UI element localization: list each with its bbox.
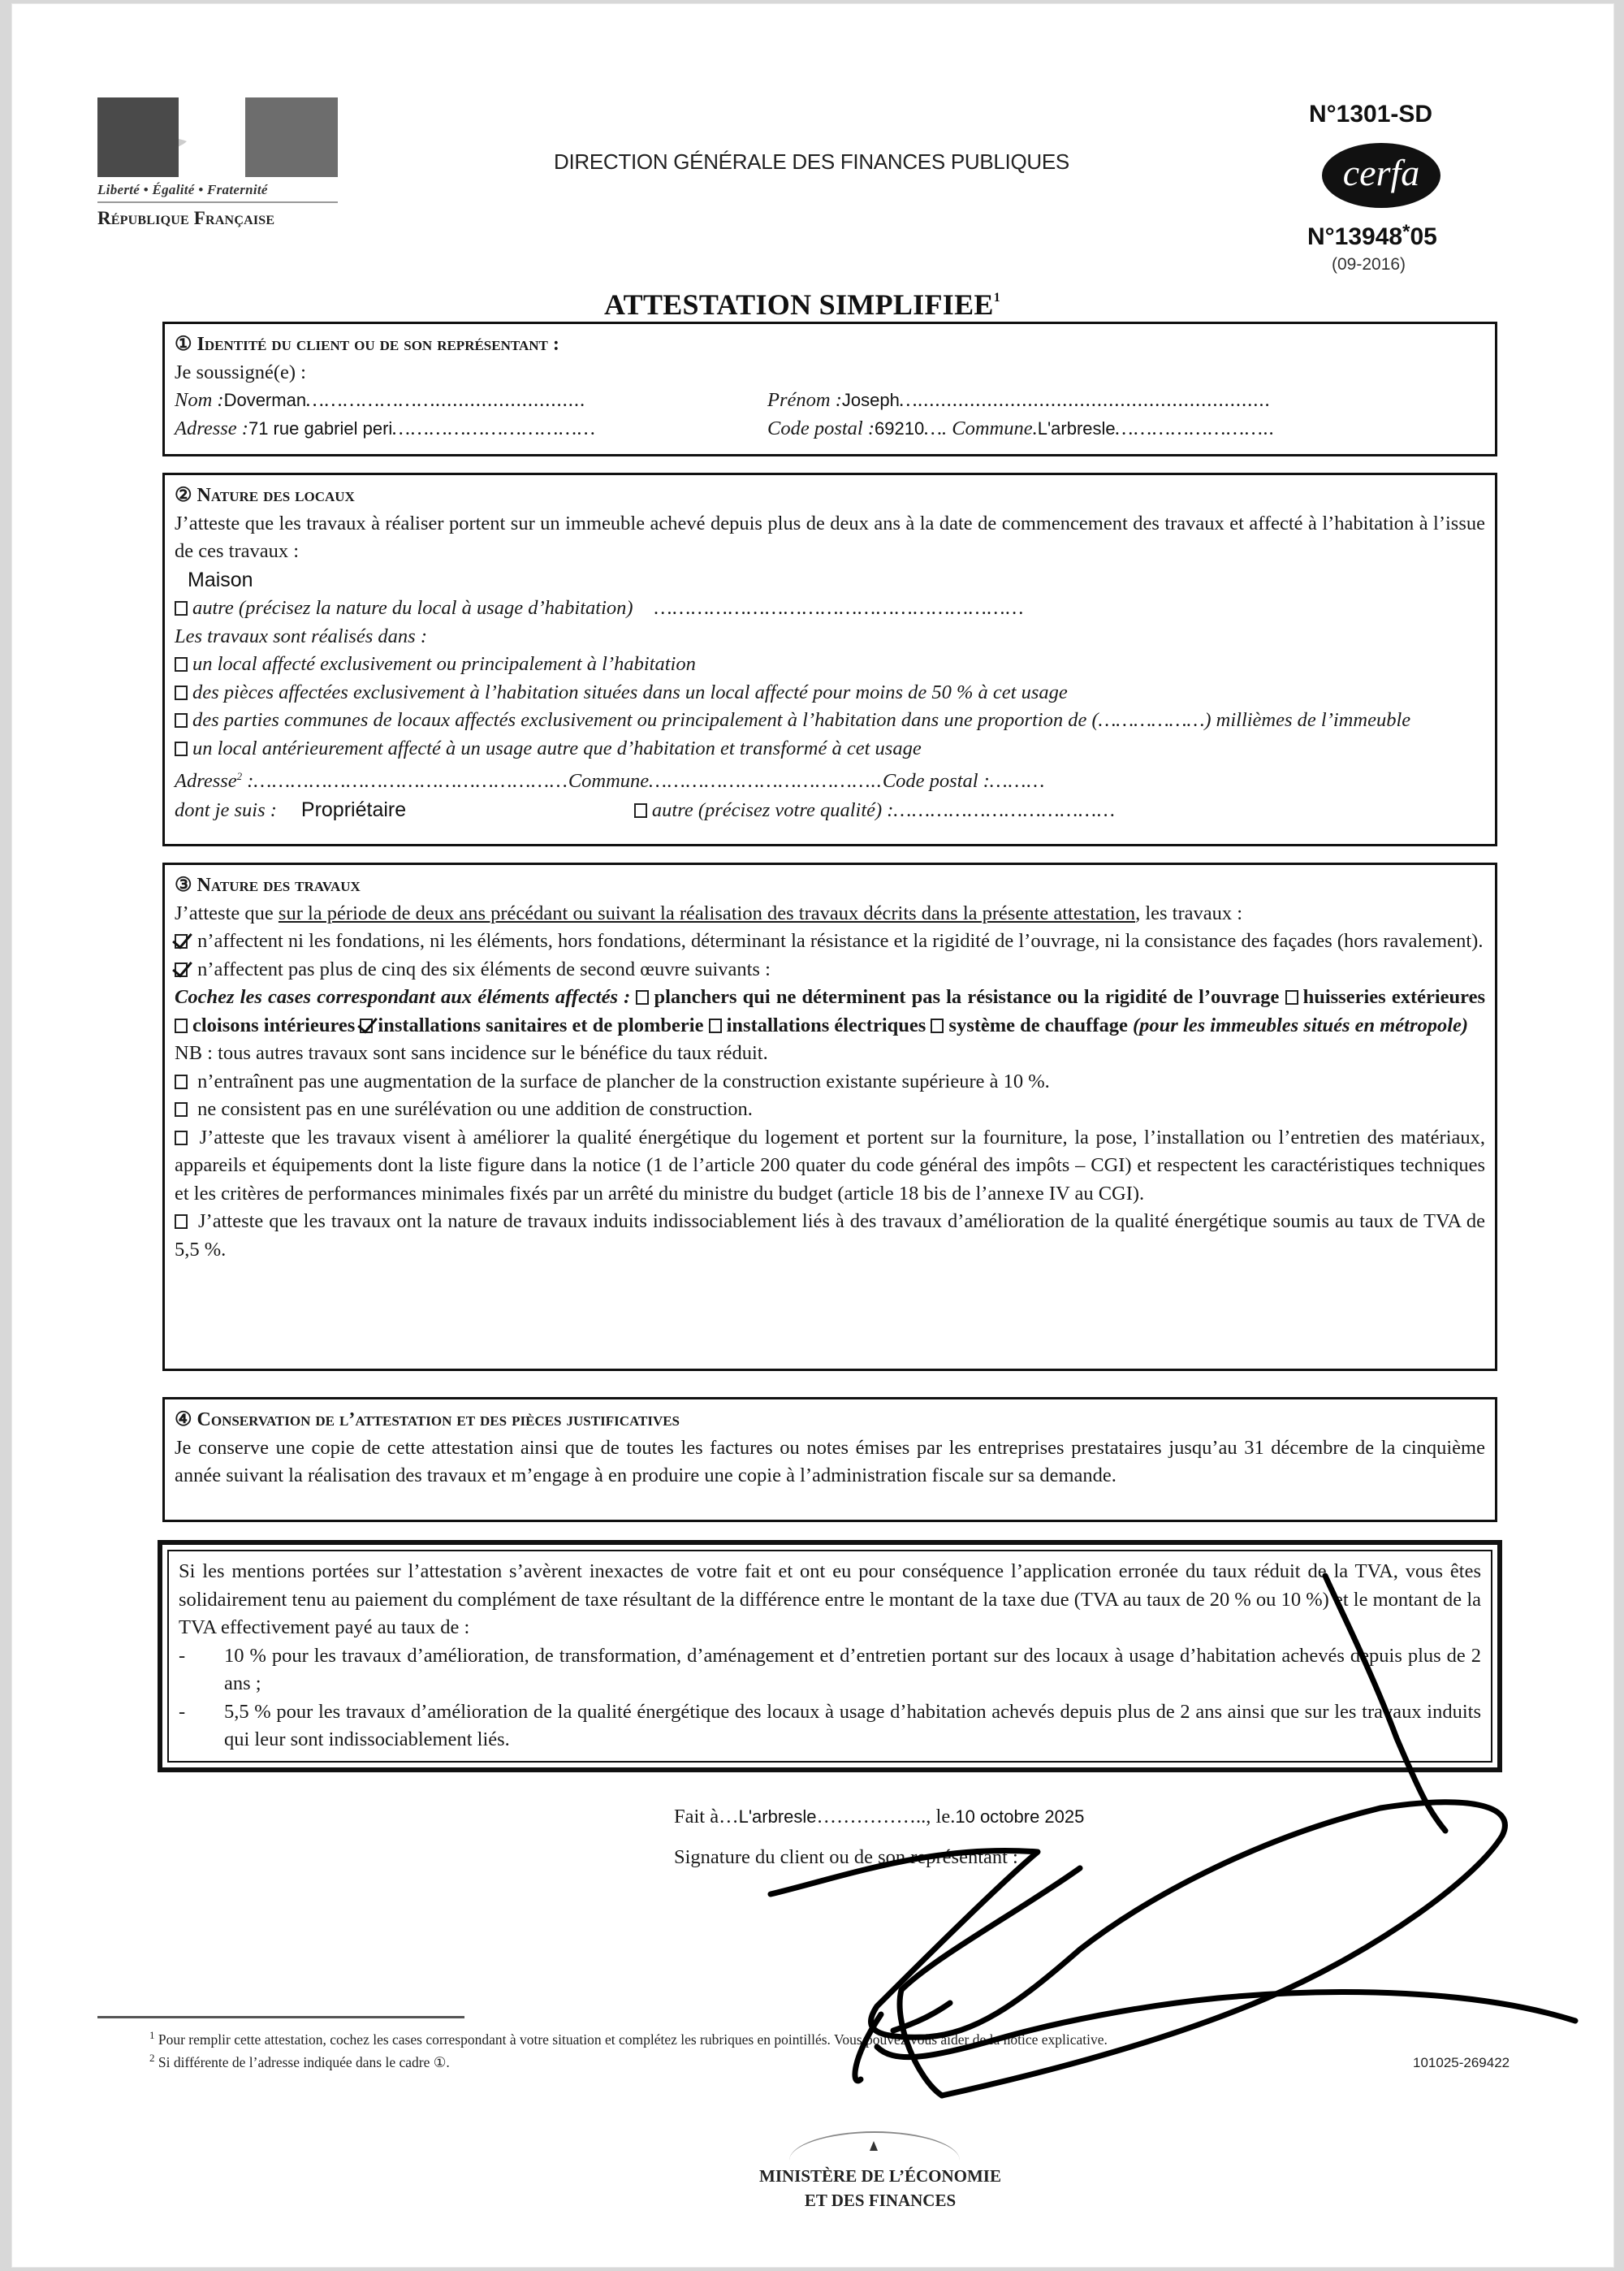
- document-title: [604, 288, 1000, 322]
- title-footnote-ref: 1: [993, 291, 1001, 305]
- item-label: J’atteste que les travaux ont la nature de travaux induits indissociablement liés à des travaux d’amélioration de la qualité énergétique soumis au taux de TVA de 5,5 %.: [175, 1210, 1485, 1261]
- checkbox-autre-qualite[interactable]: [634, 803, 647, 818]
- qualite-label: dont je suis :: [175, 798, 277, 821]
- qualite-value[interactable]: Propriétaire: [300, 798, 407, 821]
- footnote-text: Pour remplir cette attestation, cochez les cases correspondant à votre situation et complétez les rubriques en pointillés. Vous pouvez vous aider de la notice explicative.: [158, 2031, 1108, 2048]
- local-type-field[interactable]: [175, 566, 1485, 595]
- adresse-field[interactable]: Adresse :71 rue gabriel peri……………………………: [175, 417, 596, 439]
- section-nature-travaux: [162, 863, 1497, 1371]
- cerfa-logo: [1322, 143, 1440, 208]
- elements-list: [175, 984, 1485, 1040]
- checkbox-huisseries[interactable]: [1285, 990, 1298, 1005]
- name-row: [175, 387, 1485, 415]
- ministry-emblem-icon: [870, 2141, 878, 2151]
- local-type-value[interactable]: Maison: [188, 568, 253, 591]
- nom-label: Nom :: [175, 389, 224, 411]
- footnote-1: [149, 2029, 1108, 2048]
- option-autre-nature[interactable]: autre (précisez la nature du local à usage d’habitation) ……………………………………………………: [175, 595, 1485, 623]
- date-value[interactable]: 10 octobre 2025: [955, 1806, 1085, 1827]
- ministry-line-1: MINISTÈRE DE L’ÉCONOMIE: [759, 2166, 1001, 2186]
- option-pieces-habitation[interactable]: [175, 679, 1485, 707]
- checkbox-sanitaires[interactable]: [360, 1019, 373, 1033]
- document-page: [11, 3, 1614, 2268]
- adresse-footnote-ref: 2: [236, 770, 243, 782]
- cerfa-date: (09-2016): [1332, 255, 1406, 274]
- element-label: huisseries extérieures: [1302, 986, 1486, 1008]
- option-label: des pièces affectées exclusivement à l’habitation situées dans un local affecté pour moins de 50 % à cet usage: [192, 681, 1068, 703]
- item-qualite-energetique[interactable]: [175, 1124, 1485, 1209]
- le-label: le: [935, 1806, 951, 1828]
- checkbox-travaux-induits[interactable]: [175, 1214, 188, 1229]
- section-heading: ① Identité du client ou de son représentant :: [175, 334, 559, 355]
- codepostal-commune-field[interactable]: Code postal :69210…. Commune.L'arbresle……………………..: [767, 417, 1276, 439]
- ministry-name: [718, 2164, 1043, 2213]
- logo-country: République Française: [97, 208, 275, 228]
- nb-text: NB : tous autres travaux sont sans incidence sur le bénéfice du taux réduit.: [175, 1042, 768, 1064]
- ministry-line-2: ET DES FINANCES: [804, 2191, 957, 2210]
- option-local-habitation[interactable]: [175, 651, 1485, 679]
- logo-divider: [97, 201, 338, 203]
- footnote-divider: [97, 2016, 464, 2018]
- warning-text: Si les mentions portées sur l’attestation s’avèrent inexactes de votre fait et ont eu pour conséquence l’application erronée du taux réduit de la TVA, vous êtes solidairement tenu au paiement du complément de taxe résultant de la différence entre le montant de la taxe due (TVA au taux de 20 % ou 10 %) et le montant de la TVA effectivement payé au taux de :: [179, 1560, 1481, 1638]
- cerfa-star: *: [1402, 221, 1410, 243]
- prenom-field[interactable]: Prénom :Joseph….............................................................: [767, 389, 1272, 411]
- intro-text: [175, 900, 1485, 928]
- item-label: n’entraînent pas une augmentation de la surface de plancher de la construction existante supérieure à 10 %.: [197, 1070, 1050, 1092]
- warning-box: [158, 1540, 1502, 1772]
- item-surelevation[interactable]: [175, 1096, 1485, 1124]
- item-label: n’affectent ni les fondations, ni les éléments, hors fondations, déterminant la résistance et la rigidité de l’ouvrage, ni la consistance des façades (hors ravalement).: [197, 930, 1484, 952]
- checkbox-pieces-habitation[interactable]: [175, 686, 188, 700]
- option-parties-communes[interactable]: [175, 707, 1485, 735]
- checkbox-qualite-energetique[interactable]: [175, 1131, 188, 1145]
- option-label: un local affecté exclusivement ou principalement à l’habitation: [192, 653, 696, 675]
- section-heading: ④ Conservation de l’attestation et des pièces justificatives: [175, 1409, 680, 1430]
- item-label: n’affectent pas plus de cinq des six éléments de second œuvre suivants :: [197, 958, 771, 980]
- code-postal-label: Code postal :: [882, 770, 990, 793]
- section-identity: [162, 322, 1497, 456]
- checkbox-chauffage[interactable]: [931, 1019, 944, 1033]
- conservation-text: Je conserve une copie de cette attestation ainsi que de toutes les factures ou notes émises par les entreprises prestataires jusqu’au 31 décembre de la cinquième année suivant la réalisation des travaux et m’engage à en produire une copie à l’administration fiscale sur sa demande.: [175, 1436, 1485, 1486]
- element-note: (pour les immeubles situés en métropole): [1133, 1014, 1469, 1036]
- intro-text: Je soussigné(e) :: [175, 361, 306, 383]
- section-heading: ③ Nature des travaux: [175, 875, 361, 896]
- realises-label: Les travaux sont réalisés dans :: [175, 625, 427, 647]
- logo-motto: Liberté • Égalité • Fraternité: [97, 182, 268, 197]
- bullet-text: 5,5 % pour les travaux d’amélioration de la qualité énergétique des locaux à usage d’habitation achevés depuis plus de 2 ans ainsi que sur les travaux induits qui leur sont indissociablement liés.: [224, 1700, 1481, 1750]
- footnote-num: 2: [149, 2052, 155, 2064]
- address-row: [175, 415, 1485, 443]
- fait-a-label: Fait à: [674, 1806, 719, 1828]
- option-label: autre (précisez la nature du local à usage d’habitation): [192, 597, 633, 619]
- element-label: installations électriques: [726, 1014, 926, 1036]
- logo-red-band: [245, 97, 338, 177]
- checkbox-surface[interactable]: [175, 1075, 188, 1089]
- element-label: installations sanitaires et de plomberie: [378, 1014, 704, 1036]
- checkbox-parties-communes[interactable]: [175, 713, 188, 728]
- prenom-label: Prénom :: [767, 389, 842, 411]
- element-label: système de chauffage: [948, 1014, 1128, 1036]
- commune-label: Commune: [952, 417, 1033, 439]
- travaux-address-row[interactable]: Adresse$^2$ :……………………………………………Commune………………………………..Code postal :………: [175, 770, 1046, 793]
- bullet-marker: -: [179, 1644, 186, 1667]
- adresse-label: Adresse: [175, 770, 237, 793]
- nom-value[interactable]: Doverman: [223, 390, 307, 410]
- element-label: cloisons intérieures: [192, 1014, 356, 1036]
- item-fondations[interactable]: [175, 928, 1485, 956]
- logo-blue-band: [97, 97, 184, 177]
- checkbox-surelevation[interactable]: [175, 1102, 188, 1117]
- autre-qualite-label: autre (précisez votre qualité) :: [651, 798, 894, 821]
- option-label: des parties communes de locaux affectés exclusivement ou principalement à l’habitation dans une proportion de (………………) millièmes de l’immeuble: [192, 709, 1411, 731]
- checkbox-second-oeuvre[interactable]: [175, 962, 188, 977]
- section-conservation: [162, 1397, 1497, 1522]
- cerfa-label: cerfa: [1342, 152, 1420, 193]
- intro-post: , les travaux :: [1135, 902, 1243, 924]
- item-second-oeuvre[interactable]: [175, 956, 1485, 984]
- signature-label: Signature du client ou de son représentant :: [674, 1846, 1018, 1868]
- code-postal-label: Code postal :: [767, 417, 875, 439]
- adresse-value[interactable]: 71 rue gabriel peri: [248, 417, 393, 439]
- item-travaux-induits[interactable]: [175, 1208, 1485, 1264]
- warning-bullet: [179, 1698, 1481, 1754]
- cerfa-number: [1307, 221, 1437, 251]
- fait-a-value[interactable]: L'arbresle: [738, 1806, 817, 1827]
- signature-area: [674, 1797, 1084, 1878]
- cerfa-number-main: N°13948: [1307, 223, 1403, 250]
- republique-francaise-logo: [97, 97, 338, 244]
- intro-text: J’atteste que les travaux à réaliser portent sur un immeuble achevé depuis plus de deux ans à la date de commencement des travaux et affecté à l’habitation à l’issue de ces travaux :: [175, 512, 1485, 562]
- checkbox-electriques[interactable]: [709, 1019, 722, 1033]
- fait-a-row: Fait à…L'arbresle…………….., le.10 octobre 2025: [674, 1806, 1085, 1828]
- checkbox-planchers[interactable]: [636, 990, 649, 1005]
- commune-label: Commune: [568, 770, 650, 793]
- checkbox-local-transforme[interactable]: [175, 742, 188, 756]
- section-heading: ② Nature des locaux: [175, 485, 355, 506]
- checkbox-fondations[interactable]: [175, 934, 188, 949]
- cerfa-version: 05: [1410, 223, 1437, 250]
- element-label: planchers qui ne déterminent pas la résistance ou la rigidité de l’ouvrage: [654, 986, 1280, 1008]
- bullet-marker: -: [179, 1700, 186, 1723]
- adresse-label: Adresse :: [175, 417, 248, 439]
- agency-name: DIRECTION GÉNÉRALE DES FINANCES PUBLIQUES: [554, 149, 1069, 174]
- intro-underlined: sur la période de deux ans précédant ou suivant la réalisation des travaux décrits dans la présente attestation: [278, 902, 1136, 924]
- elements-label: Cochez les cases correspondant aux éléments affectés :: [175, 986, 631, 1008]
- footnote-2: [149, 2052, 450, 2071]
- title-text: ATTESTATION SIMPLIFIEE: [604, 288, 994, 321]
- checkbox-local-habitation[interactable]: [175, 657, 188, 672]
- checkbox-cloisons[interactable]: [175, 1019, 188, 1033]
- intro-pre: J’atteste que: [175, 902, 279, 924]
- nom-field[interactable]: Nom :Doverman…………………..........................: [175, 389, 586, 411]
- section-nature-locaux: [162, 473, 1497, 846]
- prenom-value[interactable]: Joseph: [841, 390, 900, 410]
- item-surface[interactable]: [175, 1068, 1485, 1097]
- bullet-text: 10 % pour les travaux d’amélioration, de transformation, d’aménagement et d’entretien portant sur des locaux à usage d’habitation achevés depuis plus de 2 ans ;: [224, 1644, 1481, 1694]
- code-postal-value[interactable]: 69210: [875, 417, 925, 439]
- form-number: N°1301-SD: [1309, 101, 1433, 128]
- option-local-transforme[interactable]: [175, 735, 1485, 763]
- item-label: ne consistent pas en une surélévation ou une addition de construction.: [197, 1098, 753, 1120]
- footnote-num: 1: [149, 2029, 155, 2041]
- warning-bullet: [179, 1642, 1481, 1698]
- reference-number: 101025-269422: [1413, 2055, 1510, 2070]
- option-label: un local antérieurement affecté à un usage autre que d’habitation et transformé à cet usage: [192, 737, 922, 759]
- checkbox-autre-nature[interactable]: [175, 601, 188, 616]
- marianne-profile-icon: [179, 97, 252, 177]
- commune-value[interactable]: L'arbresle: [1037, 417, 1116, 439]
- warning-inner: [167, 1550, 1492, 1763]
- item-label: J’atteste que les travaux visent à améliorer la qualité énergétique du logement et portent sur la fourniture, la pose, l’installation ou l’entretien des matériaux, appareils et équipements dont la liste figure dans la notice (1 de l’article 200 quater du code général des impôts – CGI) et respectent les caractéristiques techniques et les critères de performances minimales fixés par un arrêté du ministre du budget (article 18 bis de l’annexe IV au CGI).: [175, 1126, 1485, 1205]
- qualite-row: dont je suis : Propriétaire autre (précisez votre qualité) :………………………………: [175, 796, 1485, 825]
- footnote-text: Si différente de l’adresse indiquée dans le cadre ①.: [158, 2053, 450, 2070]
